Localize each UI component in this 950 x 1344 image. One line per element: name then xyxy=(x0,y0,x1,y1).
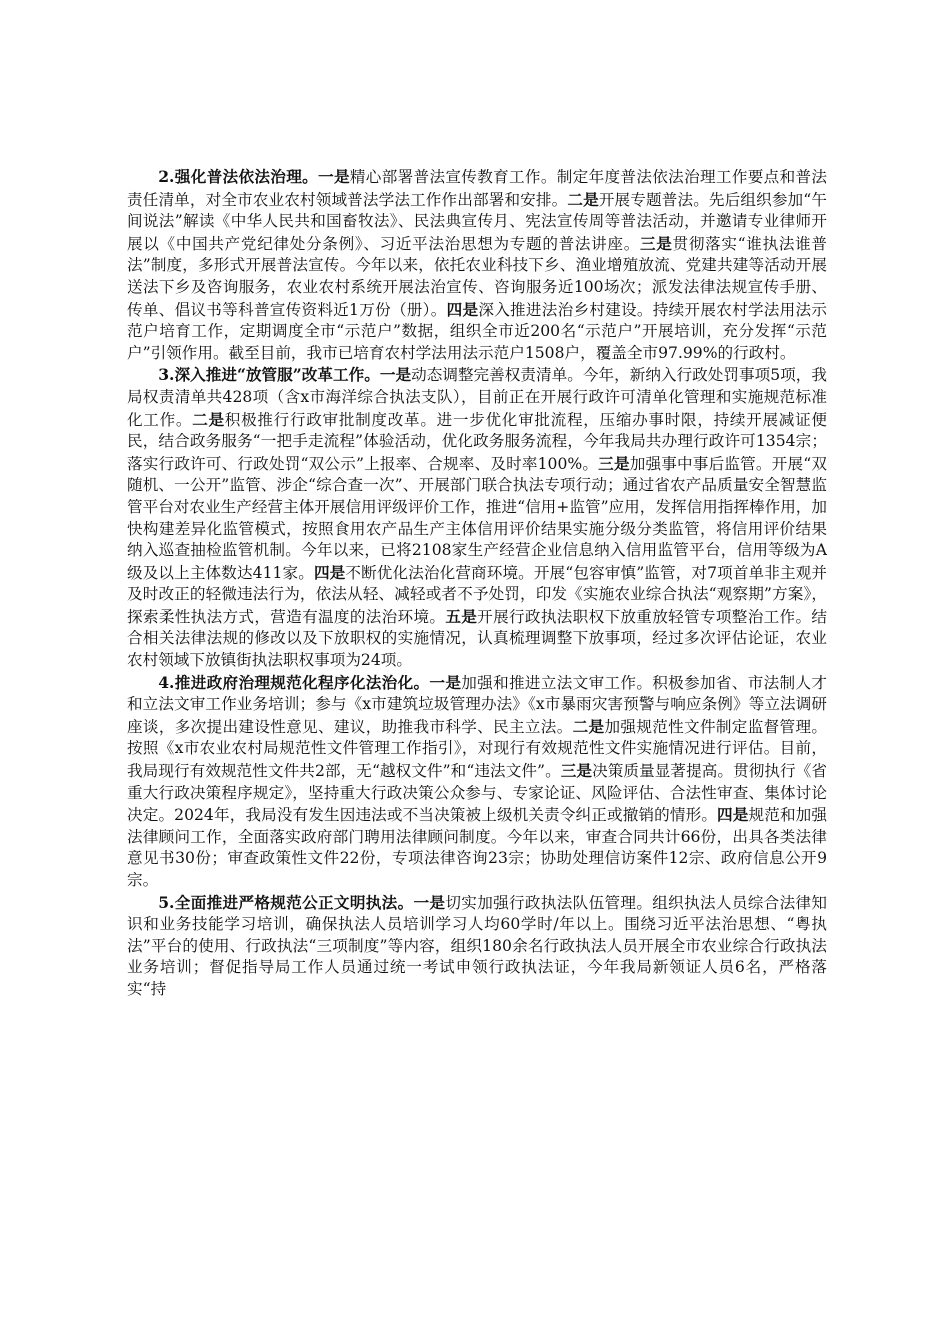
paragraph-text: 加强事中事后监管。开展“双随机、一公开”监管、涉企“综合查一次”、开展部门联合执法专项行动；通过省农产品质量安全智慧监管平台对农业生产经营主体开展信用评级评价工作，推进“信用+监管”应用，发挥信用指挥棒作用，加快构建差异化监管模式，按照食用农产品生产主体信用评价结果实施分级分类监管，将信用评价结果纳入巡查抽检监管机制。今年以来，已将2108家生产经营企业信息纳入信用监管平台，信用等级为A级及以上主体数达411家。 xyxy=(127,454,827,582)
heading-strengthen-legal-education: 2.强化普法依法治理。 xyxy=(158,167,319,186)
point-marker: 一是 xyxy=(413,892,446,912)
paragraph-text: 开展专题普法。先后组织参加“午间说法”解读《中华人民共和国畜牧法》、民法典宣传月、宪法宣传周等普法活动，并邀请专业律师开展以《中国共产党纪律处分条例》、习近平法治思想为专题的普法讲座。 xyxy=(127,190,827,253)
point-marker: 四是 xyxy=(313,562,346,582)
point-marker: 五是 xyxy=(445,606,478,626)
point-marker: 一是 xyxy=(318,167,350,186)
heading-service-reform: 3.深入推进“放管服”改革工作。 xyxy=(158,365,380,385)
point-marker: 一是 xyxy=(379,365,412,385)
paragraph-text: 规范和加强法律顾问工作，全面落实政府部门聘用法律顾问制度。今年以来，审查合同共计66份，出具各类法律意见书30份；审查政策性文件22份，专项法律咨询23宗；协助处理信访案件12宗、政府信息公开9宗。 xyxy=(127,806,827,889)
paragraph-government-governance xyxy=(127,672,827,892)
point-marker: 一是 xyxy=(429,672,462,692)
point-marker: 三是 xyxy=(639,233,673,253)
document-body xyxy=(127,166,827,1001)
paragraph-text: 加强和推进立法文审工作。积极参加省、市法制人才和立法文审工作业务培训；参与《x市建筑垃圾管理办法》《x市暴雨灾害预警与响应条例》等立法调研座谈，多次提出建设性意见、建议，助推我市科学、民主立法。 xyxy=(127,673,827,736)
paragraph-text: 开展行政执法职权下放重放轻管专项整治工作。结合相关法律法规的修改以及下放职权的实施情况，认真梳理调整下放事项，经过多次评估论证，农业农村领域下放镇街执法职权事项为24项。 xyxy=(127,607,827,670)
paragraph-service-reform xyxy=(127,364,827,671)
point-marker: 二是 xyxy=(192,409,225,429)
point-marker: 三是 xyxy=(598,453,630,473)
paragraph-text: 贯彻落实“谁执法谁普法”制度，多形式开展普法宣传。今年以来，依托农业科技下乡、渔业增殖放流、党建共建等活动开展送法下乡及咨询服务，农业农村系统开展法治宣传、咨询服务近100场次；派发法律法规宣传手册、传单、倡议书等科普宣传资料近1万份（册）。 xyxy=(127,234,827,319)
paragraph-text: 加强规范性文件制定监督管理。按照《x市农业农村局规范性文件管理工作指引》，对现行有效规范性文件实施情况进行评估。目前，我局现行有效规范性文件共2部，无“越权文件”和“违法文件”。 xyxy=(127,717,827,781)
point-marker: 三是 xyxy=(560,761,593,781)
paragraph-text: 决策质量显著提高。贯彻执行《省重大行政决策程序规定》，坚持重大行政决策公众参与、专家论证、风险评估、合法性审查、集体讨论决定。2024年，我局没有发生因违法或不当决策被上级机关责令纠正或撤销的情形。 xyxy=(127,762,827,825)
paragraph-text: 动态调整完善权责清单。今年，新纳入行政处罚事项5项，我局权责清单共428项（含x市海洋综合执法支队），目前正在开展行政许可清单化管理和实施规范标准化工作。 xyxy=(127,366,828,429)
heading-government-governance: 4.推进政府治理规范化程序化法治化。 xyxy=(158,672,430,692)
point-marker: 二是 xyxy=(567,189,599,209)
point-marker: 二是 xyxy=(572,716,605,736)
paragraph-text: 切实加强行政执法队伍管理。组织执法人员综合法律知识和业务技能学习培训，确保执法人员培训学习人均60学时/年以上。围绕习近平法治思想、“粤执法”平台的使用、行政执法“三项制度”等内容，组织180余名行政执法人员开展全市农业综合行政执法业务培训；督促指导局工作人员通过统一考试申领行政执法证，今年我局新领证人员6名，严格落实“持 xyxy=(127,893,827,998)
point-marker: 四是 xyxy=(717,805,749,825)
paragraph-text: 不断优化法治化营商环境。开展“包容审慎”监管，对7项首单非主观并及时改正的轻微违法行为，依法从轻、减轻或者不予处罚，印发《实施农业综合执法“观察期”方案》，探索柔性执法方式，营造有温度的法治环境。 xyxy=(127,563,827,626)
paragraph-law-enforcement xyxy=(127,892,827,1001)
paragraph-strengthen-legal-education xyxy=(127,166,827,364)
paragraph-text: 精心部署普法宣传教育工作。制定年度普法依法治理工作要点和普法责任清单，对全市农业农村领域普法学法工作作出部署和安排。 xyxy=(127,168,827,209)
heading-law-enforcement: 5.全面推进严格规范公正文明执法。 xyxy=(158,892,414,912)
paragraph-text: 积极推行行政审批制度改革。进一步优化审批流程，压缩办事时限，持续开展减证便民，结合政务服务“一把手走流程”体验活动，优化政务服务流程，今年我局共办理行政许可1354宗；落实行政许可、行政处罚“双公示”上报率、合规率、及时率100%。 xyxy=(127,410,827,473)
paragraph-text: 深入推进法治乡村建设。持续开展农村学法用法示范户培育工作，定期调度全市“示范户”数据，组织全市近200名“示范户”开展培训，充分发挥“示范户”引领作用。截至目前，我市已培育农村学法用法示范户1508户，覆盖全市97.99%的行政村。 xyxy=(127,300,827,362)
point-marker: 四是 xyxy=(446,299,479,319)
